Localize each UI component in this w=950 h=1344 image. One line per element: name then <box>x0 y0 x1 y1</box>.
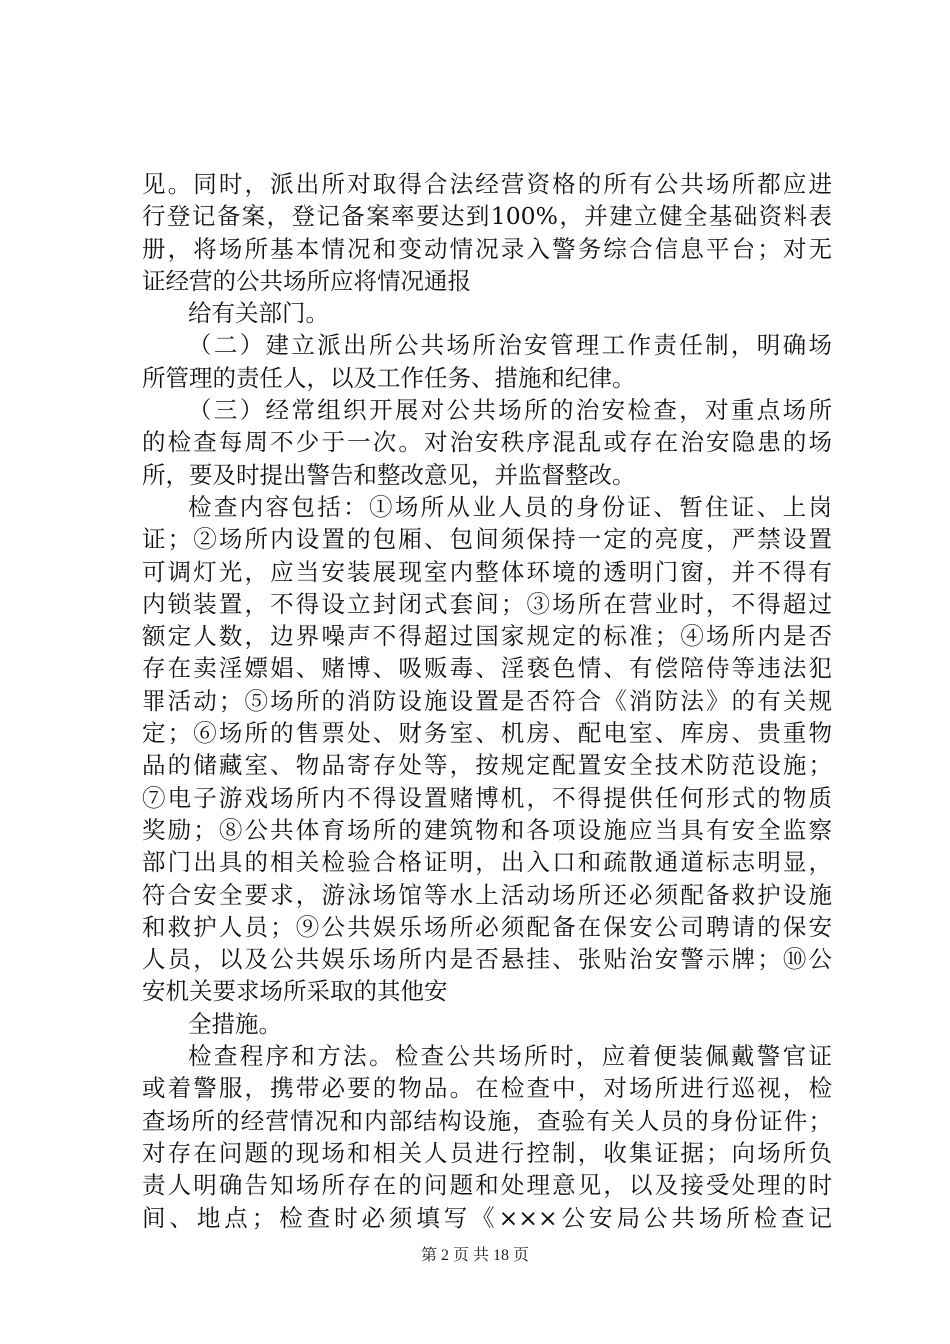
text-line: 品的储藏室、物品寄存处等，按规定配置安全技术防范设施； <box>142 751 832 780</box>
text-line: 证；②场所内设置的包厢、包间须保持一定的亮度，严禁设置 <box>142 525 832 554</box>
text-line: 全措施。 <box>188 1009 282 1038</box>
text-line: 或着警服，携带必要的物品。在检查中，对场所进行巡视，检 <box>142 1074 832 1103</box>
text-line: 人员，以及公共娱乐场所内是否悬挂、张贴治安警示牌；⑩公 <box>142 945 832 974</box>
text-line: 内锁装置，不得设立封闭式套间；③场所在营业时，不得超过 <box>142 589 832 618</box>
text-line: 见。同时，派出所对取得合法经营资格的所有公共场所都应进 <box>142 170 832 198</box>
text-line: 间、地点；检查时必须填写《×××公安局公共场所检查记 <box>142 1203 832 1232</box>
text-line: 所，要及时提出警告和整改意见，并监督整改。 <box>142 460 636 489</box>
text-line: 检查程序和方法。检查公共场所时，应着便装佩戴警官证 <box>188 1042 832 1071</box>
text-line: 所管理的责任人，以及工作任务、措施和纪律。 <box>142 363 636 392</box>
text-line: 存在卖淫嫖娼、赌博、吸贩毒、淫亵色情、有偿陪侍等违法犯 <box>142 654 832 683</box>
text-line: 可调灯光，应当安装展现室内整体环境的透明门窗，并不得有 <box>142 557 832 586</box>
document-body <box>142 168 832 1234</box>
text-line: 安机关要求场所采取的其他安 <box>142 977 448 1006</box>
text-line: 责人明确告知场所存在的问题和处理意见，以及接受处理的时 <box>142 1171 832 1200</box>
text-line: 定；⑥场所的售票处、财务室、机房、配电室、库房、贵重物 <box>142 719 832 748</box>
text-line: 符合安全要求，游泳场馆等水上活动场所还必须配备救护设施 <box>142 880 832 909</box>
text-line: ⑦电子游戏场所内不得设置赌博机，不得提供任何形式的物质 <box>142 783 832 812</box>
text-line: 对存在问题的现场和相关人员进行控制，收集证据；向场所负 <box>142 1138 832 1167</box>
text-line: 检查内容包括：①场所从业人员的身份证、暂住证、上岗 <box>188 492 832 521</box>
page-number-footer: 第 2 页 共 18 页 <box>420 1247 529 1264</box>
text-line: 的检查每周不少于一次。对治安秩序混乱或存在治安隐患的场 <box>142 428 832 457</box>
text-line: （三）经常组织开展对公共场所的治安检查，对重点场所 <box>188 396 832 425</box>
text-line: 部门出具的相关检验合格证明，出入口和疏散通道标志明显， <box>142 848 832 877</box>
text-line: 查场所的经营情况和内部结构设施，查验有关人员的身份证件； <box>142 1106 832 1135</box>
text-line: 额定人数，边界噪声不得超过国家规定的标准；④场所内是否 <box>142 622 832 651</box>
text-line: （二）建立派出所公共场所治安管理工作责任制，明确场 <box>188 331 832 360</box>
text-line: 奖励；⑧公共体育场所的建筑物和各项设施应当具有安全监察 <box>142 815 832 844</box>
text-line: 罪活动；⑤场所的消防设施设置是否符合《消防法》的有关规 <box>142 686 832 715</box>
text-line: 给有关部门。 <box>188 299 329 328</box>
text-line: 和救护人员；⑨公共娱乐场所必须配备在保安公司聘请的保安 <box>142 912 832 941</box>
text-line: 册，将场所基本情况和变动情况录入警务综合信息平台；对无 <box>142 234 832 263</box>
text-line: 证经营的公共场所应将情况通报 <box>142 266 471 295</box>
text-line: 行登记备案，登记备案率要达到100%，并建立健全基础资料表 <box>142 202 832 231</box>
